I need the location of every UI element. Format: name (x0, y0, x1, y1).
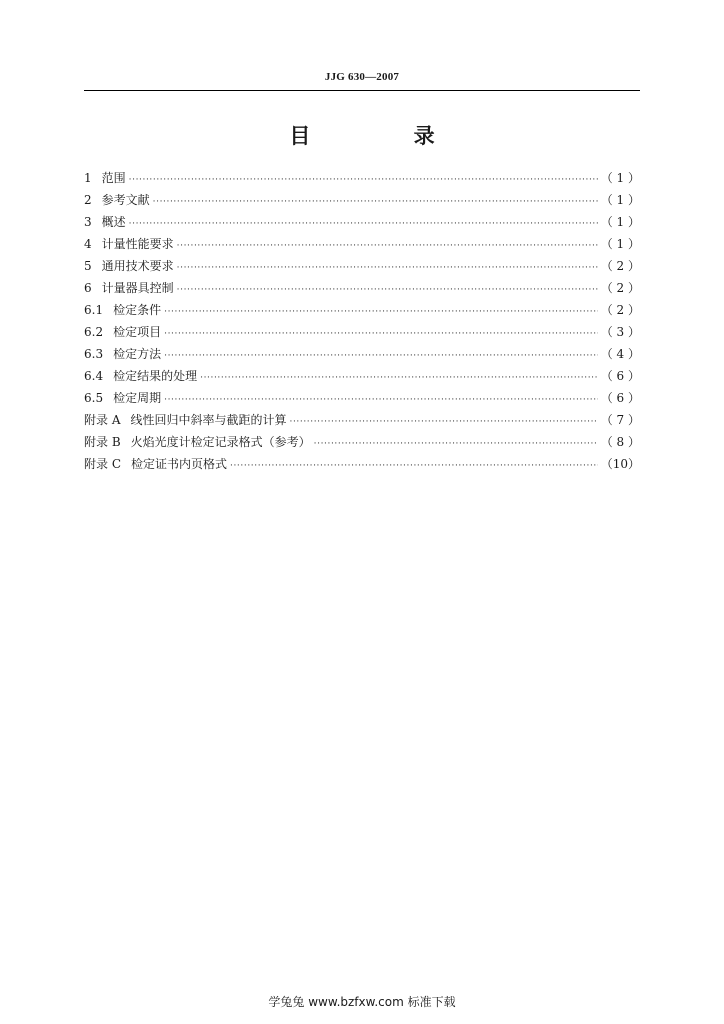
toc-entry-title: 检定周期 (113, 391, 162, 405)
toc-entry[interactable] (84, 191, 640, 213)
toc-entry-number: 6.5 (84, 391, 104, 405)
toc-entry-title: 检定条件 (113, 303, 162, 317)
toc-entry[interactable] (84, 301, 640, 323)
toc-entry-number: 1 (84, 171, 92, 185)
toc-entry-page: （ 1 ） (600, 193, 640, 207)
toc-dot-leader (164, 351, 598, 361)
toc-entry-title: 检定证书内页格式 (131, 457, 228, 471)
toc-entry[interactable] (84, 257, 640, 279)
toc-dot-leader (164, 395, 598, 405)
toc-entry-title: 检定结果的处理 (113, 369, 198, 383)
toc-dot-leader (177, 263, 598, 273)
toc-dot-leader (129, 219, 598, 229)
toc-entry[interactable] (84, 455, 640, 477)
toc-title: 目 录 (289, 124, 483, 148)
toc-entry-title: 线性回归中斜率与截距的计算 (130, 413, 287, 427)
toc-entry-title: 计量器具控制 (101, 281, 174, 295)
toc-entry[interactable] (84, 433, 640, 455)
toc-entry-page: （ 6 ） (600, 369, 640, 383)
toc-dot-leader (129, 175, 598, 185)
toc-entry-page: （ 4 ） (600, 347, 640, 361)
toc-entry-page: （ 1 ） (600, 237, 640, 251)
site-watermark-footer: 学兔兔 www.bzfxw.com 标准下载 (268, 995, 456, 1009)
toc-entry-number: 2 (84, 193, 92, 207)
toc-dot-leader (153, 197, 598, 207)
toc-entry-number: 6.1 (84, 303, 104, 317)
toc-entry-page: （ 7 ） (600, 413, 640, 427)
toc-entry[interactable] (84, 411, 640, 433)
toc-entry-number: 附录 B (84, 435, 121, 449)
toc-entry[interactable] (84, 213, 640, 235)
toc-entry-number: 3 (84, 215, 92, 229)
toc-entry[interactable] (84, 389, 640, 411)
toc-entry-title: 检定项目 (113, 325, 162, 339)
toc-entry-page: （ 2 ） (600, 281, 640, 295)
toc-entry-title: 计量性能要求 (101, 237, 174, 251)
toc-entry-title: 通用技术要求 (101, 259, 174, 273)
toc-entry-page: （ 2 ） (600, 259, 640, 273)
toc-entry-title: 范围 (101, 171, 126, 185)
toc-entry-title: 概述 (101, 215, 126, 229)
toc-entry-number: 6.2 (84, 325, 104, 339)
toc-entry-page: （ 1 ） (600, 215, 640, 229)
toc-entry-title: 检定方法 (113, 347, 162, 361)
toc-entry[interactable] (84, 345, 640, 367)
toc-dot-leader (200, 373, 598, 383)
toc-entry-number: 4 (84, 237, 92, 251)
toc-entry-number: 6.4 (84, 369, 104, 383)
toc-dot-leader (230, 461, 598, 471)
toc-dot-leader (164, 329, 598, 339)
toc-entry-page: （ 1 ） (600, 171, 640, 185)
toc-entry-page: （ 2 ） (600, 303, 640, 317)
toc-dot-leader (177, 241, 598, 251)
toc-entry-number: 6.3 (84, 347, 104, 361)
toc-entry[interactable] (84, 323, 640, 345)
toc-entry-page: （ 3 ） (600, 325, 640, 339)
toc-dot-leader (164, 307, 598, 317)
toc-entry[interactable] (84, 279, 640, 301)
toc-entry-number: 附录 C (84, 457, 121, 471)
header-rule (84, 90, 640, 91)
standard-code-header: JJG 630—2007 (324, 71, 400, 83)
toc-dot-leader (314, 439, 598, 449)
toc-entry-title: 火焰光度计检定记录格式（参考） (130, 435, 311, 449)
toc-entry[interactable] (84, 367, 640, 389)
toc-entry-number: 5 (84, 259, 92, 273)
toc-dot-leader (290, 417, 598, 427)
toc-entry-page: （ 6 ） (600, 391, 640, 405)
toc-entry[interactable] (84, 169, 640, 191)
toc-entry[interactable] (84, 235, 640, 257)
toc-entry-number: 6 (84, 281, 92, 295)
toc-entry-page: （10） (600, 457, 640, 471)
toc-entry-title: 参考文献 (101, 193, 150, 207)
toc-entry-page: （ 8 ） (600, 435, 640, 449)
toc-entry-number: 附录 A (84, 413, 121, 427)
table-of-contents (84, 169, 640, 477)
toc-dot-leader (177, 285, 598, 295)
